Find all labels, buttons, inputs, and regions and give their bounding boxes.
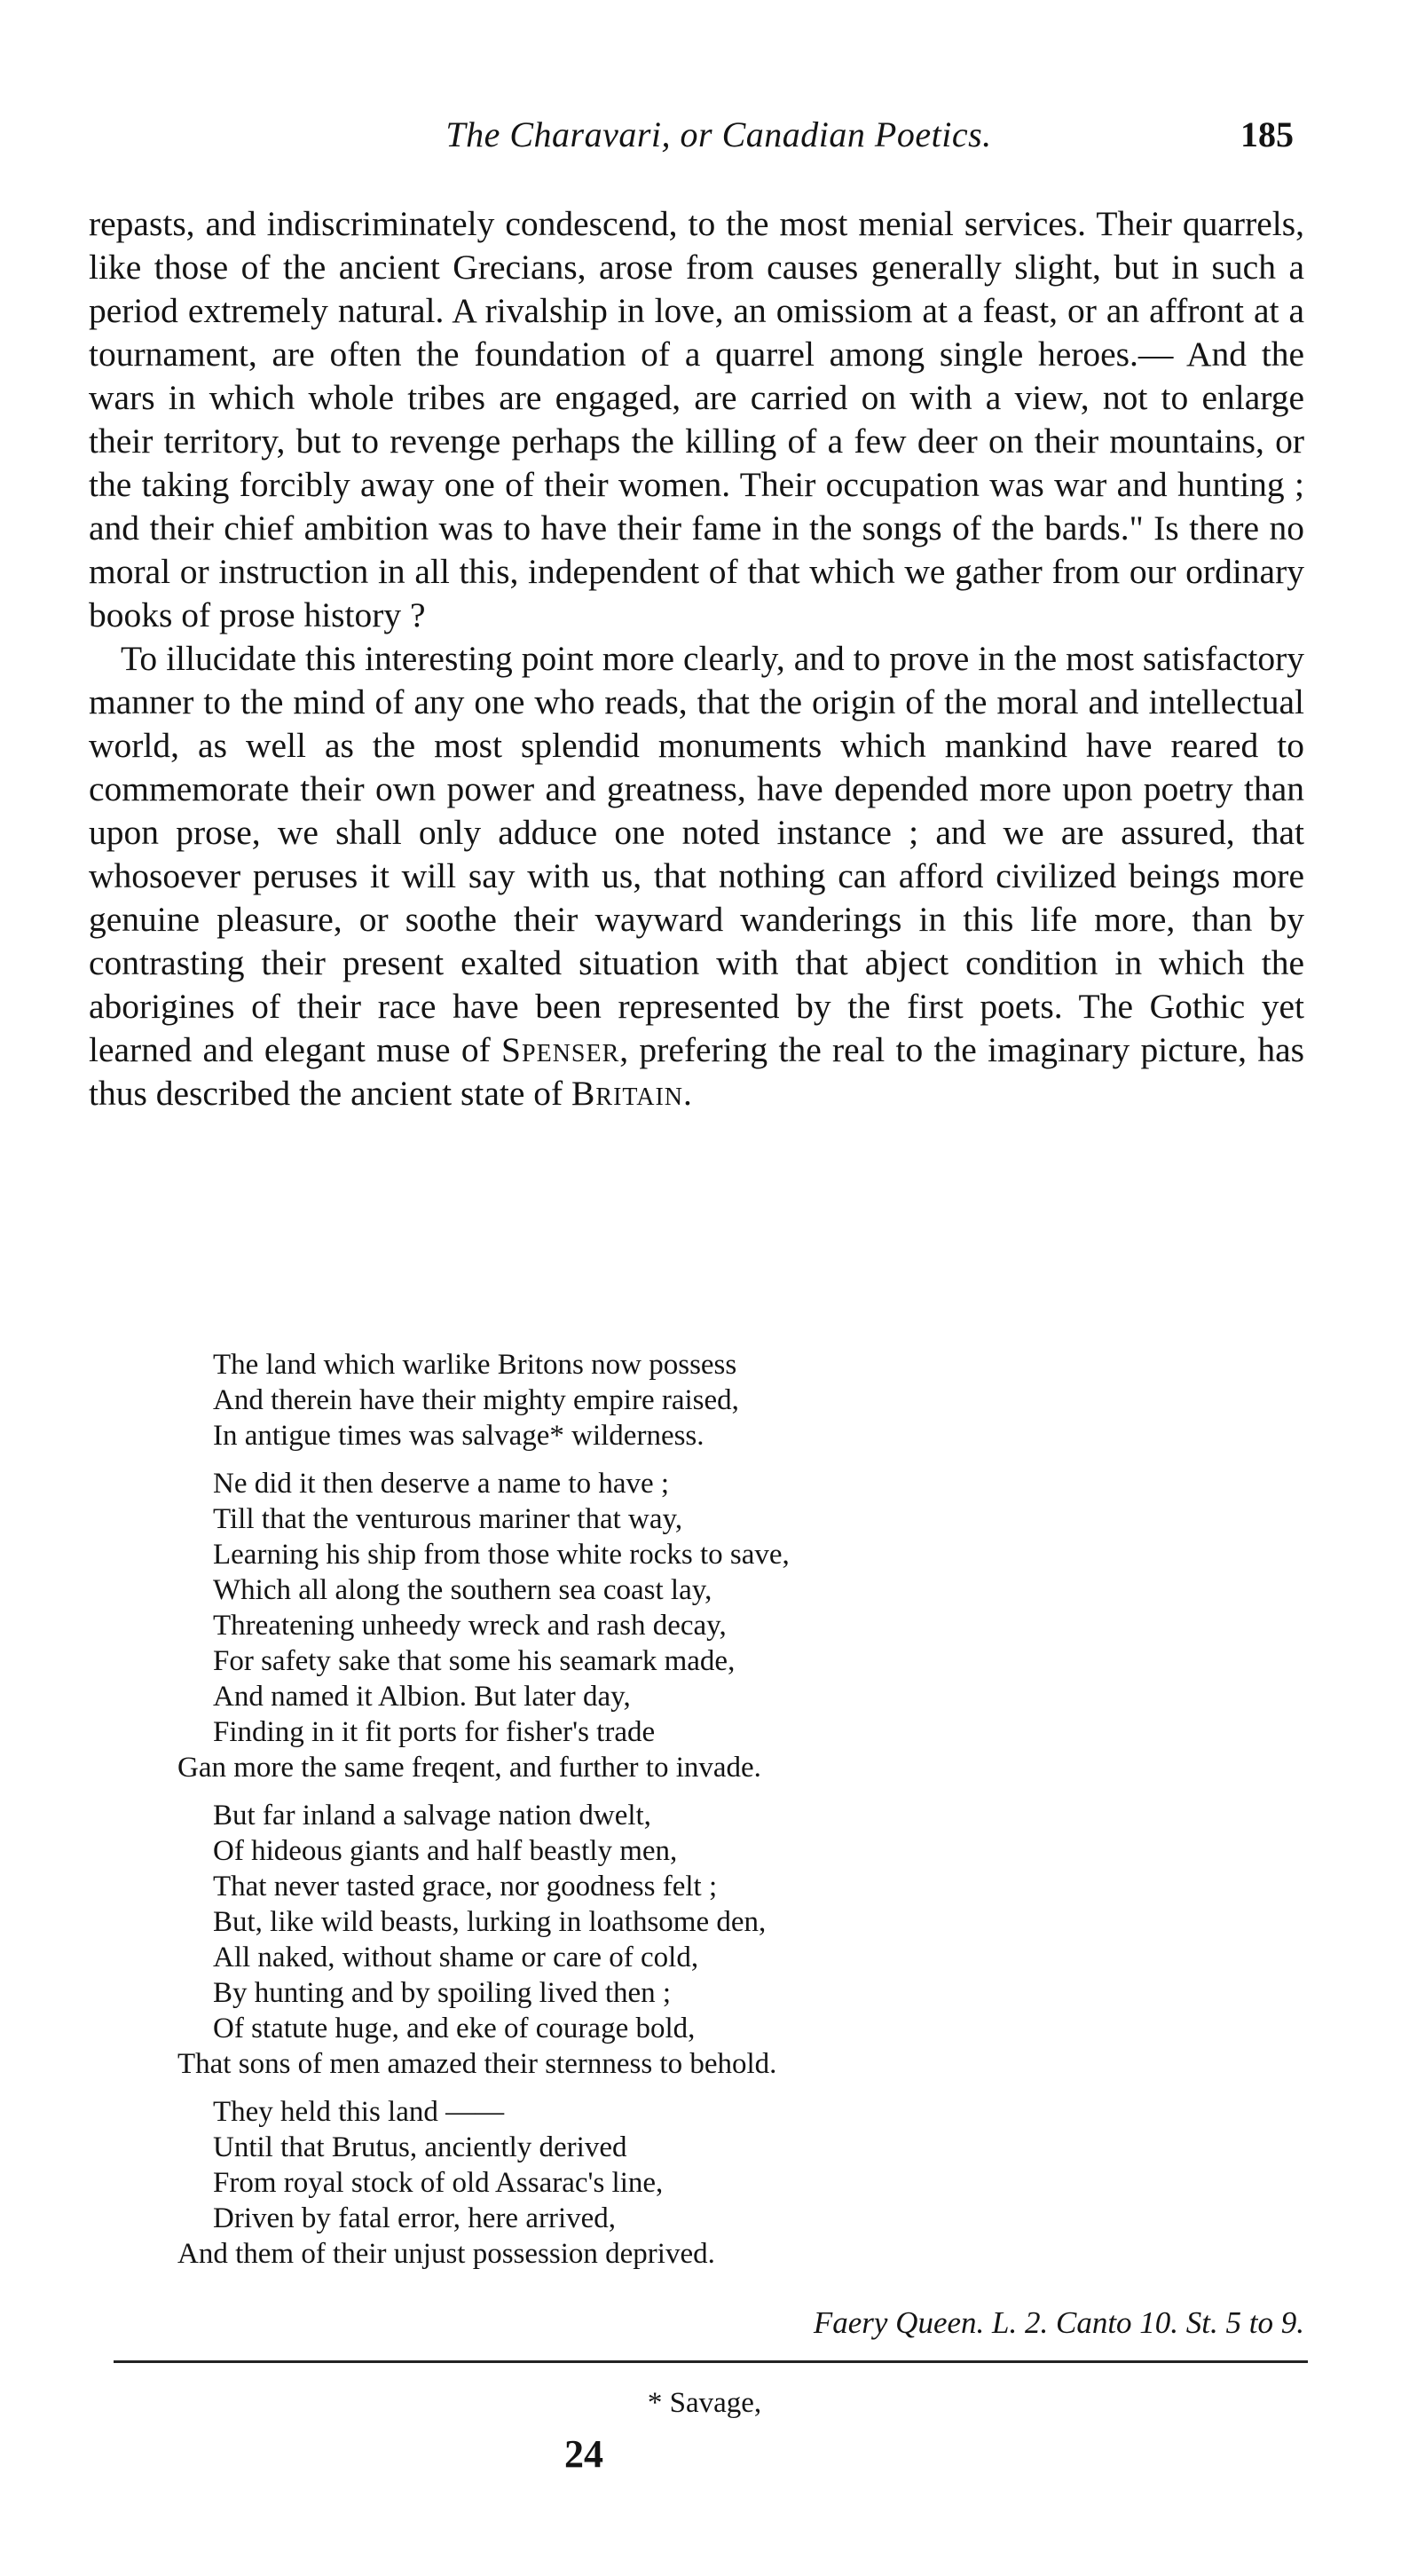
paragraph-2 (89, 637, 1304, 1115)
verse-line: And therein have their mighty empire raised, (213, 1384, 739, 1416)
footnote-rule (114, 2360, 1308, 2363)
stanza-2 (177, 1466, 1278, 1785)
paragraph-1: repasts, and indiscriminately condescend, to the most menial services. Their quarrels, like those of the ancient Grecians, arose from causes generally slight, but in such a period extremely natural. A rivalship in love, an omissiom at a feast, or an affront at a tournament, are often the foundation of a quarrel among single heroes.— And the wars in which whole tribes are engaged, are carried on with a view, not to enlarge their territory, but to revenge perhaps the killing of a few deer on their mountains, or the taking forcibly away one of their women. Their occupation was war and hunting ; and their chief ambition was to have their fame in the songs of the bards." Is there no moral or instruction in all this, independent of that which we gather from our ordinary books of prose history ? (89, 204, 1304, 634)
verse-line: All naked, without shame or care of cold, (213, 1942, 699, 1973)
verse-line: That never tasted grace, nor goodness felt ; (213, 1871, 718, 1902)
verse-line: But far inland a salvage nation dwelt, (213, 1800, 651, 1832)
verse-line: Driven by fatal error, here arrived, (213, 2202, 617, 2234)
place-name-britain: Britain (571, 1074, 684, 1113)
verse-line: Of statute huge, and eke of courage bold, (213, 2013, 696, 2044)
verse-line: Of hideous giants and half beastly men, (213, 1835, 678, 1867)
verse-line: Ne did it then deserve a name to have ; (213, 1468, 670, 1500)
verse-line: Which all along the southern sea coast lay, (213, 1574, 712, 1606)
paragraph-2-end: . (683, 1074, 692, 1113)
verse-line: Gan more the same freqent, and further to invade. (177, 1752, 761, 1784)
stanza-3 (177, 1798, 1278, 2082)
paragraph-2-part-b: , prefering the real to the imaginary picture, has thus described the ancient state of (89, 1030, 1304, 1113)
stanza-1 (213, 1347, 1278, 1453)
verse-line: In antigue times was salvage* wilderness. (213, 1420, 704, 1452)
verse-line: But, like wild beasts, lurking in loathsome den, (213, 1906, 767, 1938)
verse-citation: Faery Queen. L. 2. Canto 10. St. 5 to 9. (813, 2305, 1304, 2340)
author-name-spenser: Spenser (501, 1030, 620, 1069)
verse-line: And them of their unjust possession deprived. (177, 2238, 715, 2270)
signature-mark: 24 (564, 2432, 603, 2476)
verse-line: The land which warlike Britons now possess (213, 1349, 737, 1381)
verse-line: That sons of men amazed their sternness to behold. (177, 2048, 777, 2080)
verse-line: From royal stock of old Assarac's line, (213, 2167, 664, 2199)
verse-line: Threatening unheedy wreck and rash decay, (213, 1610, 727, 1642)
running-title: The Charavari, or Canadian Poetics. (445, 114, 992, 154)
running-head (0, 114, 1409, 167)
verse-line: Learning his ship from those white rocks to save, (213, 1539, 790, 1571)
footnote: * Savage, (647, 2387, 762, 2419)
stanza-4 (177, 2094, 1278, 2272)
paragraph-2-part-a: To illucidate this interesting point more clearly, and to prove in the most satisfactory manner to the mind of any one who reads, that the origin of the moral and intellectual world, as well as the most splendid monuments which mankind have reared to commemorate their own power and greatness, have depended more upon poetry than upon prose, we shall only adduce one noted instance ; and we are assured, that whosoever peruses it will say with us, that nothing can afford civilized beings more genuine pleasure, or soothe their wayward wanderings in this life more, than by contrasting their present exalted situation with that abject condition in which the aborigines of their race have been represented by the first poets. The Gothic yet learned and elegant muse of (89, 639, 1304, 1069)
page-number: 185 (1240, 114, 1294, 154)
verse-line: They held this land —— (213, 2096, 505, 2128)
verse-line: Until that Brutus, anciently derived (213, 2131, 627, 2163)
verse-quotation (177, 1347, 1278, 2284)
verse-line: Finding in it fit ports for fisher's trade (213, 1716, 656, 1748)
verse-line: For safety sake that some his seamark made, (213, 1645, 736, 1677)
verse-line: Till that the venturous mariner that way, (213, 1503, 683, 1535)
body-text (89, 202, 1304, 1115)
verse-line: And named it Albion. But later day, (213, 1681, 631, 1713)
verse-line: By hunting and by spoiling lived then ; (213, 1977, 672, 2009)
